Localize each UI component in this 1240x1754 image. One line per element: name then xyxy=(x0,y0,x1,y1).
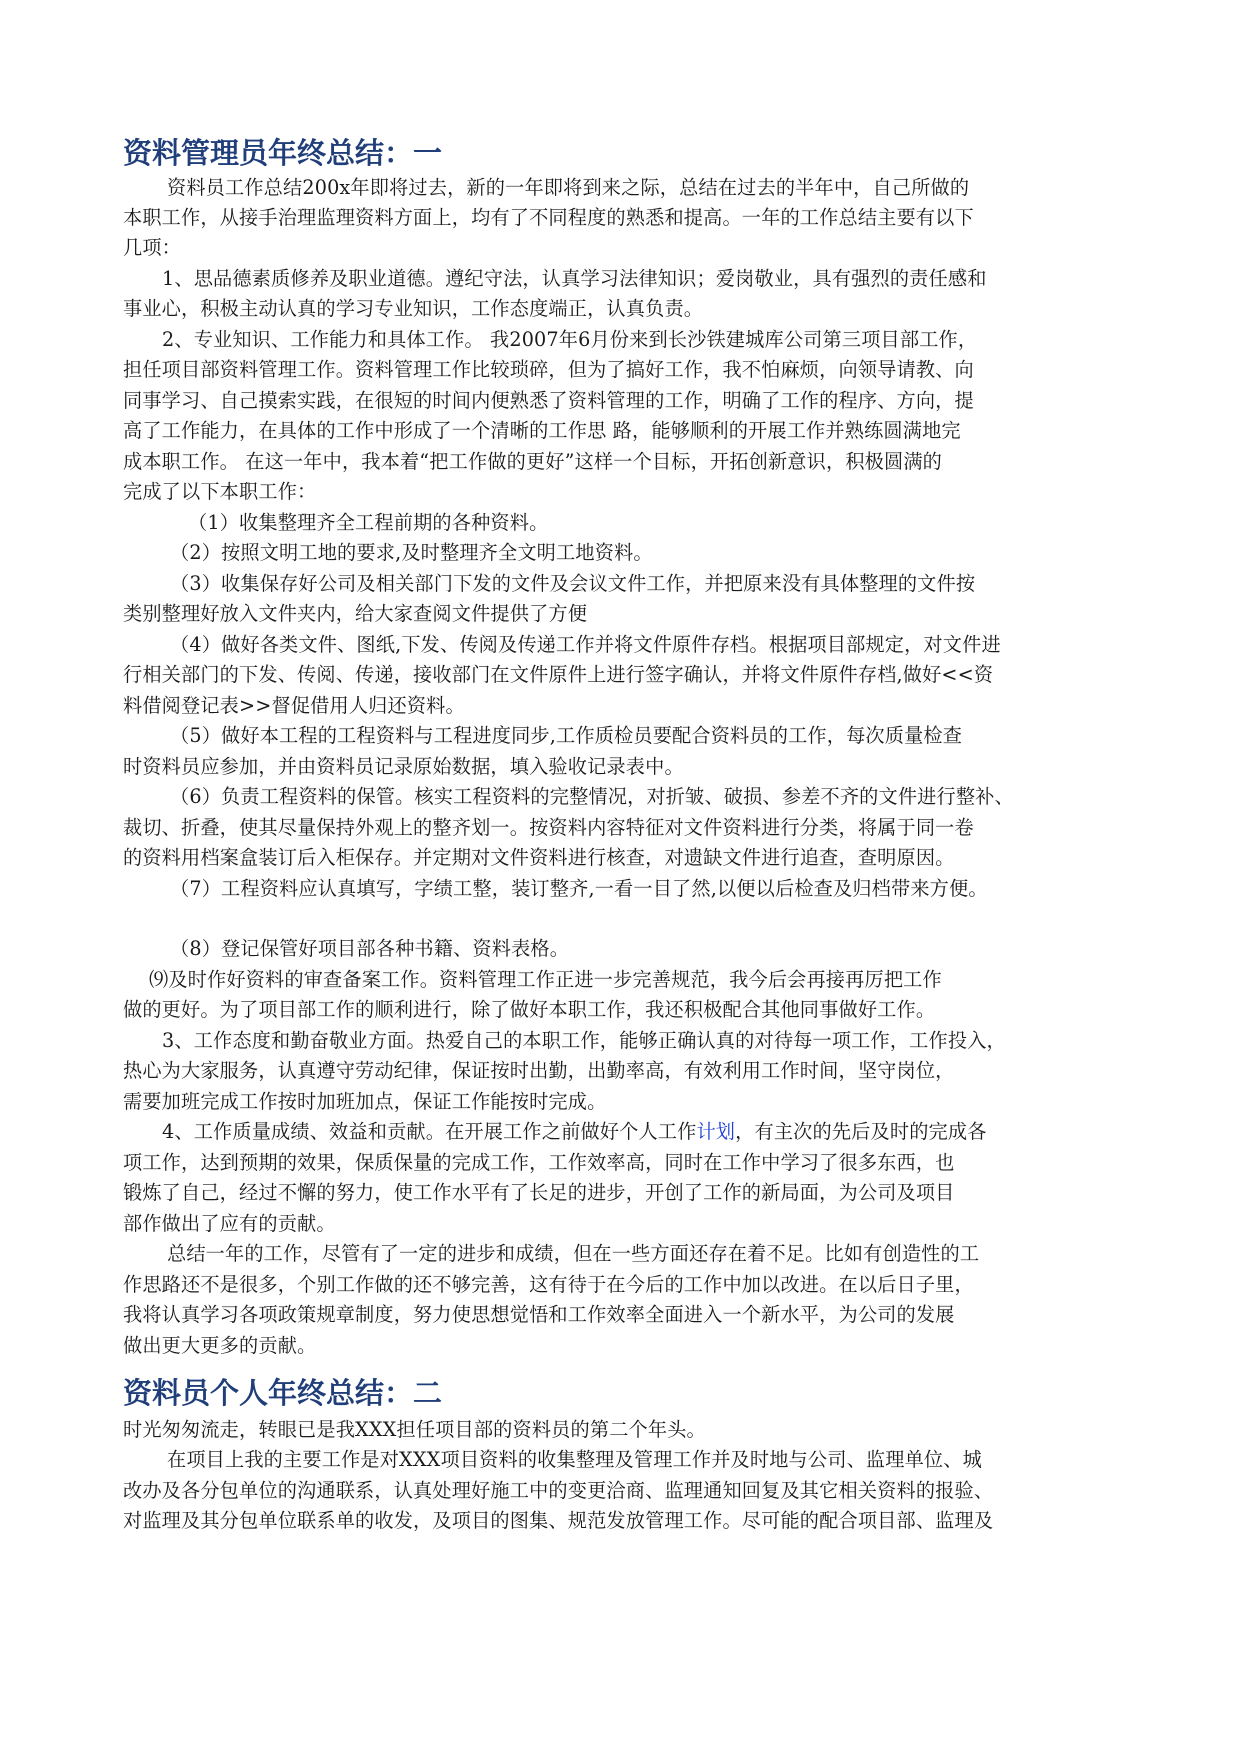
plan-link[interactable]: 计划 xyxy=(696,1120,736,1143)
paragraph-line: 需要加班完成工作按时加班加点，保证工作能按时完成。 xyxy=(123,1090,607,1113)
list-item: （3）收集保存好公司及相关部门下发的文件及会议文件工作，并把原来没有具体整理的文件按 xyxy=(170,572,976,595)
paragraph-line: 热心为大家服务，认真遵守劳动纪律，保证按时出勤，出勤率高，有效利用工作时间，坚守岗位， xyxy=(123,1059,955,1082)
paragraph-line: 对监理及其分包单位联系单的收发，及项目的图集、规范发放管理工作。尽可能的配合项目部、监理及 xyxy=(123,1509,994,1532)
paragraph-line: 成本职工作。 在这一年中，我本着“把工作做的更好”这样一个目标，开拓创新意识，积极圆满的 xyxy=(123,450,943,473)
list-item: （1）收集整理齐全工程前期的各种资料。 xyxy=(188,511,549,534)
paragraph-line: 几项： xyxy=(123,236,182,259)
paragraph-line: 总结一年的工作，尽管有了一定的进步和成绩，但在一些方面还存在着不足。比如有创造性的工 xyxy=(167,1242,980,1265)
paragraph-line: 本职工作，从接手治理监理资料方面上，均有了不同程度的熟悉和提高。一年的工作总结主要有以下 xyxy=(123,206,974,229)
paragraph-text: 4、工作质量成绩、效益和贡献。在开展工作之前做好个人工作 xyxy=(162,1120,697,1143)
paragraph-line: 做的更好。为了项目部工作的顺利进行，除了做好本职工作，我还积极配合其他同事做好工作。 xyxy=(123,998,936,1021)
list-item: 行相关部门的下发、传阅、传递，接收部门在文件原件上进行签字确认，并将文件原件存档,做好<<资 xyxy=(123,663,994,686)
paragraph-line: 事业心，积极主动认真的学习专业知识，工作态度端正，认真负责。 xyxy=(123,297,704,320)
list-item: （7）工程资料应认真填写，字绩工整，装订整齐,一看一目了然,以便以后检查及归档带来方便。 xyxy=(170,877,988,900)
list-item: （6）负责工程资料的保管。核实工程资料的完整情况，对折皱、破损、参差不齐的文件进行整补、 xyxy=(170,785,1014,808)
paragraph-line: 同事学习、自己摸索实践，在很短的时间内便熟悉了资料管理的工作，明确了工作的程序、方向，提 xyxy=(123,389,974,412)
paragraph-line: 1、思品德素质修养及职业道德。遵纪守法，认真学习法律知识；爱岗敬业，具有强烈的责任感和 xyxy=(162,267,987,290)
list-item: 料借阅登记表>>督促借用人归还资料。 xyxy=(123,694,465,717)
paragraph-line: 完成了以下本职工作： xyxy=(123,480,317,503)
list-item: （4）做好各类文件、图纸,下发、传阅及传递工作并将文件原件存档。根据项目部规定，对文件进 xyxy=(170,633,1001,656)
paragraph-line: 在项目上我的主要工作是对XXX项目资料的收集整理及管理工作并及时地与公司、监理单位、城 xyxy=(167,1448,982,1471)
paragraph-line: 锻炼了自己，经过不懈的努力，使工作水平有了长足的进步，开创了工作的新局面，为公司及项目 xyxy=(123,1181,955,1204)
paragraph-line: 资料员工作总结200x年即将过去，新的一年即将到来之际，总结在过去的半年中，自己所做的 xyxy=(167,176,970,199)
paragraph-line: 作思路还不是很多，个别工作做的还不够完善，这有待于在今后的工作中加以改进。在以后日子里， xyxy=(123,1273,974,1296)
section-heading-1: 资料管理员年终总结：一 xyxy=(123,136,443,170)
paragraph-line: 项工作，达到预期的效果，保质保量的完成工作，工作效率高，同时在工作中学习了很多东西，也 xyxy=(123,1151,955,1174)
paragraph-line: 做出更大更多的贡献。 xyxy=(123,1334,317,1357)
list-item: 类别整理好放入文件夹内，给大家查阅文件提供了方便 xyxy=(123,602,588,625)
paragraph-line: 部作做出了应有的贡献。 xyxy=(123,1212,336,1235)
list-item: （2）按照文明工地的要求,及时整理齐全文明工地资料。 xyxy=(170,541,653,564)
list-item: （5）做好本工程的工程资料与工程进度同步,工作质检员要配合资料员的工作，每次质量检查 xyxy=(170,724,963,747)
paragraph-text: ，有主次的先后及时的完成各 xyxy=(735,1120,987,1143)
paragraph-line: 2、专业知识、工作能力和具体工作。 我2007年6月份来到长沙铁建城库公司第三项目部工作， xyxy=(162,328,978,351)
paragraph-line: 改办及各分包单位的沟通联系，认真处理好施工中的变更洽商、监理通知回复及其它相关资料的报验、 xyxy=(123,1479,994,1502)
paragraph-line: 担任项目部资料管理工作。资料管理工作比较琐碎，但为了搞好工作，我不怕麻烦，向领导请教、向 xyxy=(123,358,974,381)
paragraph-line: 3、工作态度和勤奋敬业方面。热爱自己的本职工作，能够正确认真的对待每一项工作，工作投入， xyxy=(162,1029,1006,1052)
paragraph-line: 高了工作能力，在具体的工作中形成了一个清晰的工作思 路，能够顺利的开展工作并熟练圆满地完 xyxy=(123,419,961,442)
list-item: 的资料用档案盒装订后入柜保存。并定期对文件资料进行核查，对遗缺文件进行追查，查明原因。 xyxy=(123,846,955,869)
list-item: 裁切、折叠，使其尽量保持外观上的整齐划一。按资料内容特征对文件资料进行分类，将属于同一卷 xyxy=(123,816,974,839)
list-item: （8）登记保管好项目部各种书籍、资料表格。 xyxy=(170,937,570,960)
paragraph-line: 时光匆匆流走，转眼已是我XXX担任项目部的资料员的第二个年头。 xyxy=(123,1418,706,1441)
paragraph-line xyxy=(162,1118,987,1146)
section-heading-2: 资料员个人年终总结：二 xyxy=(123,1376,443,1410)
list-item: 时资料员应参加，并由资料员记录原始数据，填入验收记录表中。 xyxy=(123,755,684,778)
paragraph-line: 我将认真学习各项政策规章制度，努力使思想觉悟和工作效率全面进入一个新水平，为公司的发展 xyxy=(123,1303,955,1326)
list-item: ⑼及时作好资料的审查备案工作。资料管理工作正进一步完善规范，我今后会再接再厉把工作 xyxy=(149,968,942,991)
